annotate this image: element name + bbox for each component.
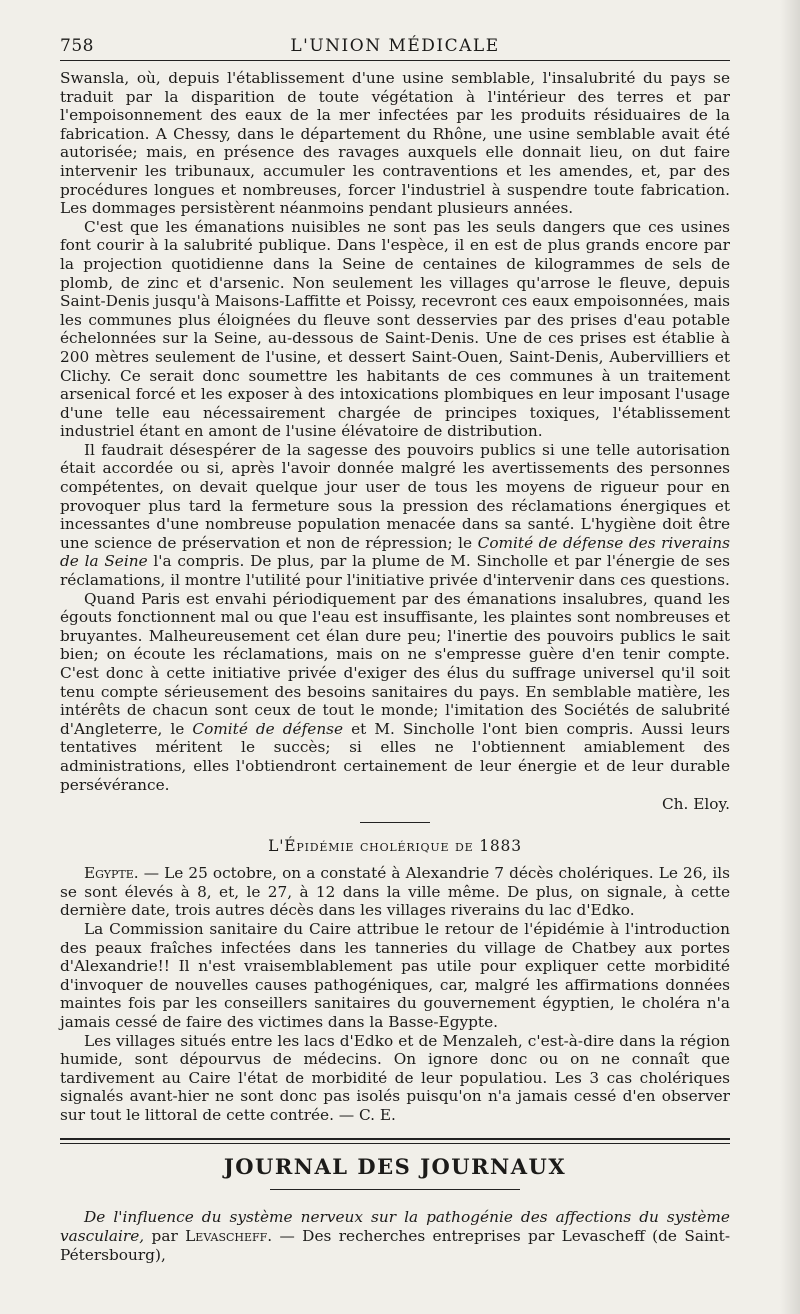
paragraph: La Commission sanitaire du Caire attribue le retour de l'épidémie à l'introduction des peaux fraîches infectées dans les tanneries du village de Chatbey aux portes d'Alexandrie!! Il n'est vraisemblablement pas utile pour expliquer cette morbidité d'invoquer de nouvelles causes pathogéniques, car, malgré les affirmations données maintes fois par les conseillers sanitaires du gouvernement égyptien, le choléra n'a jamais cessé de faire des victimes dans la Basse-Egypte. <box>60 919 730 1031</box>
section-title-year: 1883 <box>479 837 522 856</box>
italic-title: De l'influence du système nerveux sur la pathogénie des affections du système vasculaire, <box>60 1208 730 1246</box>
header-rule <box>60 60 730 61</box>
text-run: l'a compris. De plus, par la plume de M. Sincholle et par l'énergie de ses réclamations, il montre l'utilité pour l'initiative privée d'intervenir dans ces questions. <box>60 552 730 590</box>
text-run: Quand Paris est envahi périodiquement par des émanations insalubres, quand les égouts fonctionnent mal ou que l'eau est insuffisante, les plaintes sont nombreuses et bruyantes. Malheureusement cet élan dure peu; l'inertie des pouvoirs publics le sait bien; on écoute les réclamations, mais on ne s'empresse guère d'en tenir compte. C'est donc à cette initiative privée d'exiger des élus du suffrage universel qu'il soit tenu compte sérieusement des besoins sanitaires du pays. En semblable matière, les intérêts de chacun sont ceux de tout le monde; l'imitation des Sociétés de salubrité d'Angleterre, le <box>60 589 730 738</box>
paragraph <box>60 441 730 590</box>
text-run: Il faudrait désespérer de la sagesse des pouvoirs publics si une telle autorisation était accordée ou si, après l'avoir donnée malgré les avertissements des personnes compétentes, on devait quelque jour user de tous les moyens de rigueur pour en provoquer plus tard la fermeture sous la pression des réclamations énergiques et incessantes d'une nombreuse population menacée dans sa santé. L'hygiène doit être une science de préservation et non de répression; le <box>60 440 730 552</box>
author-name: Levascheff. <box>185 1227 273 1246</box>
page-number: 758 <box>60 36 94 56</box>
author-signature: Ch. Eloy. <box>661 795 730 814</box>
paragraph: Swansla, où, depuis l'établissement d'une usine semblable, l'insalubrité du pays se traduit par la disparition de toute végétation à l'intérieur des terres et par l'empoisonnement des eaux de la mer infectées par les produits résiduaires de la fabrication. A Chessy, dans le département du Rhône, une usine semblable avait été autorisée; mais, en présence des ravages auxquels elle donnait lieu, on dut faire intervenir les tribunaux, accumuler les contraventions et les amendes, et, par des procédures longues et nombreuses, forcer l'industriel à suspendre toute fabrication. Les dommages persistèrent néanmoins pendant plusieurs années. <box>60 69 730 218</box>
section-title-text: L'Épidémie cholérique de <box>268 837 474 856</box>
journal-title: L'UNION MÉDICALE <box>290 36 500 56</box>
running-head <box>60 30 730 60</box>
text-run: — Des recherches entreprises par Levascheff (de Saint-Pétersbourg), <box>60 1227 731 1264</box>
italic-title: Comité de défense des riverains de la Seine <box>60 533 730 571</box>
text-run: par <box>144 1227 186 1246</box>
text-run: — Le 25 octobre, on a constaté à Alexandrie 7 décès cholériques. Le 26, ils se sont élevés à 8, et, le 27, à 12 dans la ville même. De plus, on signale, à cette dernière date, trois autres décès dans les villages riverains du lac d'Edko. <box>60 864 730 920</box>
heading-underline <box>270 1189 520 1190</box>
section-body <box>60 864 730 1124</box>
paragraph <box>60 864 730 920</box>
section-title <box>60 837 730 855</box>
paragraph <box>60 1208 730 1264</box>
paragraph <box>60 590 730 795</box>
double-rule-top <box>60 1138 730 1140</box>
text-run: et M. Sincholle l'ont bien compris. Aussi leurs tentatives méritent le succès; si elles ne l'obtiennent amiablement des administrations, elles l'obtiendront certainement de leur énergie et de leur durable persévérance. <box>60 719 730 794</box>
page-edge-shadow <box>780 0 800 1314</box>
run-in-heading: Egypte. <box>84 864 139 883</box>
article-body <box>60 69 730 814</box>
section-separator <box>360 822 430 823</box>
double-rule-bottom <box>60 1143 730 1144</box>
paragraph: Les villages situés entre les lacs d'Edko et de Menzaleh, c'est-à-dire dans la région humide, sont dépourvus de médecins. On ignore donc ou on ne connaît que tardivement au Caire l'état de morbidité de leur populatiou. Les 3 cas cholériques signalés avant-hier ne sont donc pas isolés puisqu'on n'a jamais cessé d'en observer sur tout le littoral de cette contrée. — C. E. <box>60 1031 730 1124</box>
italic-title: Comité de défense <box>192 719 344 738</box>
section-heading: JOURNAL DES JOURNAUX <box>223 1154 567 1180</box>
paragraph: C'est que les émanations nuisibles ne sont pas les seuls dangers que ces usines font courir à la salubrité publique. Dans l'espèce, il en est de plus grands encore par la projection quotidienne dans la Seine de centaines de kilogrammes de sels de plomb, de zinc et d'arsenic. Non seulement les villages qu'arrose le fleuve, depuis Saint-Denis jusqu'à Maisons-Laffitte et Poissy, recevront ces eaux empoisonnées, mais les communes plus éloignées du fleuve sont desservies par des prises d'eau potable échelonnées sur la Seine, au-dessous de Saint-Denis. Une de ces prises est établie à 200 mètres seulement de l'usine, et dessert Saint-Ouen, Saint-Denis, Aubervilliers et Clichy. Ce serait donc soumettre les habitants de ces communes à un traitement arsenical forcé et les exposer à des intoxications plombiques en leur imposant l'usage d'une telle eau nécessairement chargée de principes toxiques, l'établissement industriel étant en amont de l'usine élévatoire de distribution. <box>60 217 730 441</box>
